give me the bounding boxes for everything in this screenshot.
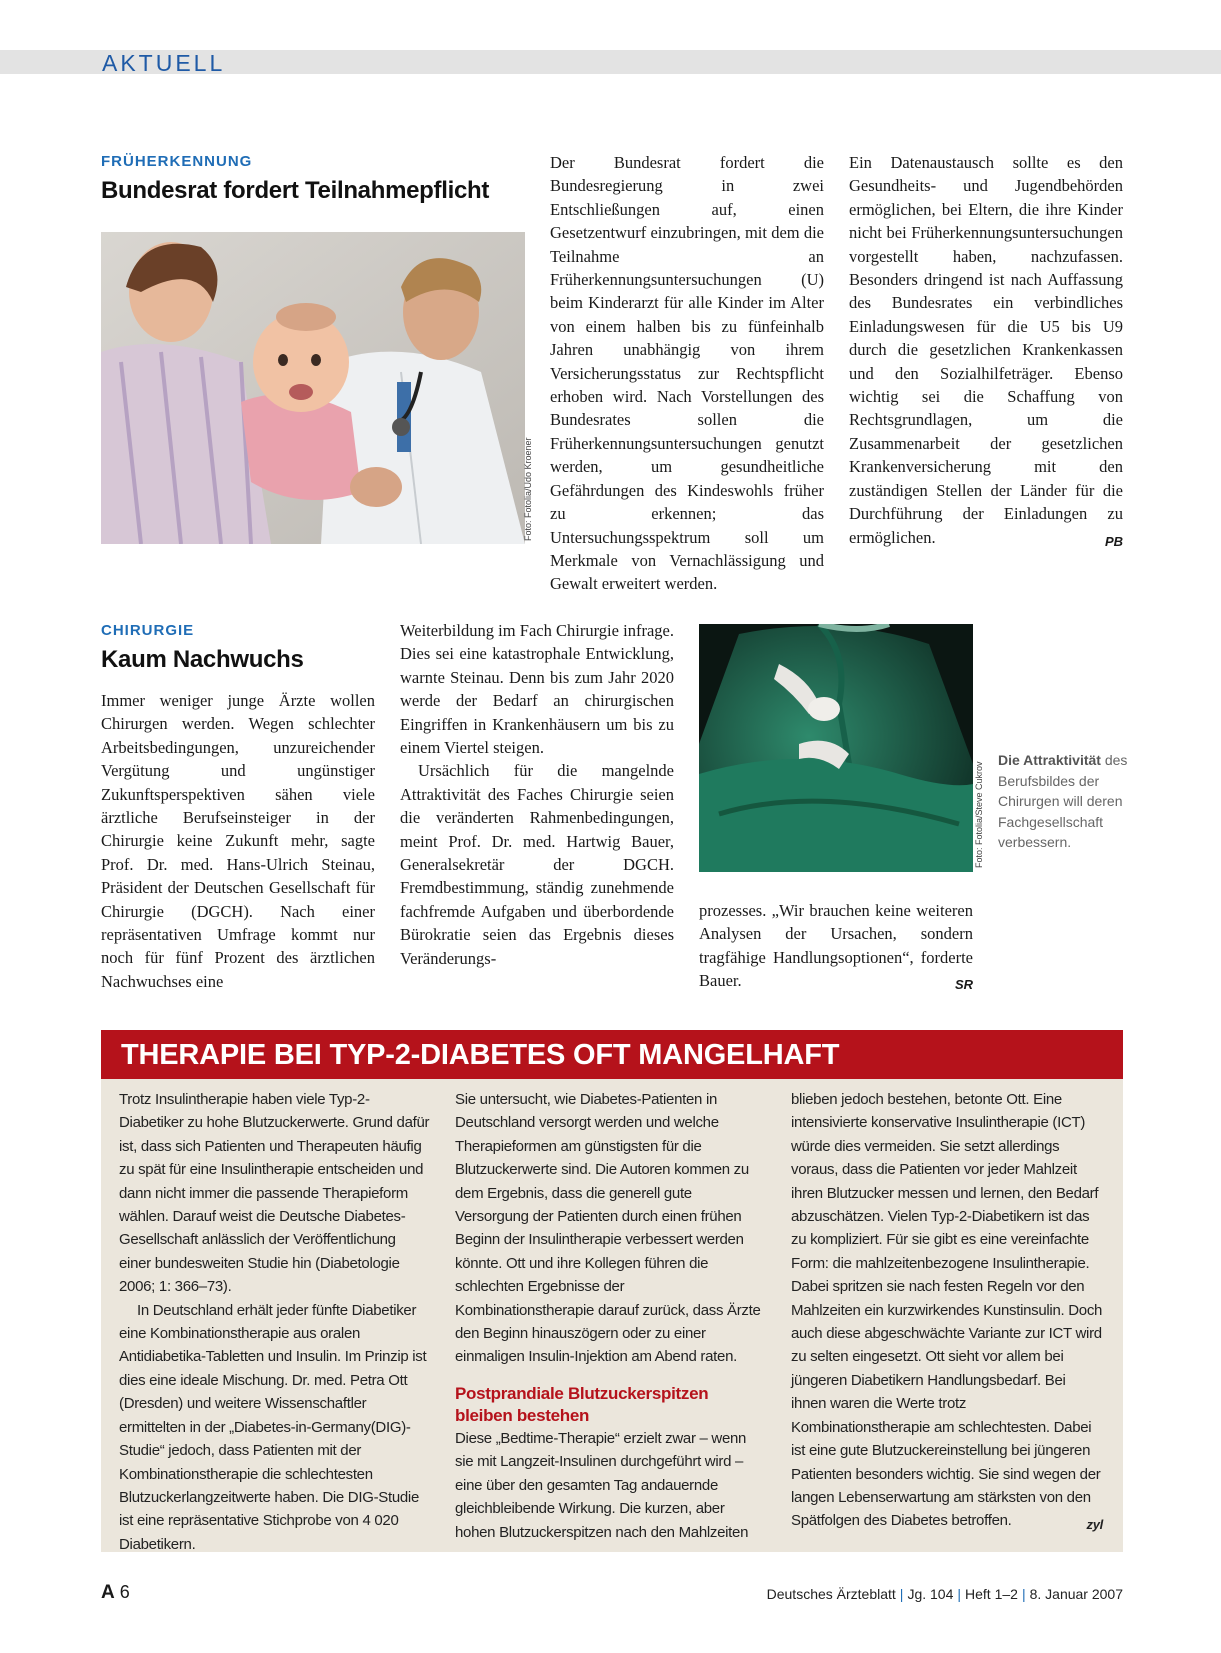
article1-column-1 <box>550 151 824 596</box>
article2-text-3: Ursächlich für die mangelnde Attraktivität des Faches Chirurgie seien die veränderten Rahmenbedingungen, meint Prof. Dr. med. Hartwig Bauer, Generalsekretär der DGCH. Fremdbestimmung, ständig zunehmende fachfremde Aufgaben und überbordende Bürokratie seien das Ergebnis dieses Veränderungs- <box>400 761 674 968</box>
caption-bold: Die Attraktivität <box>998 752 1101 768</box>
article1-signature: PB <box>1104 533 1123 549</box>
journal-name: Deutsches Ärzteblatt <box>766 1586 896 1602</box>
surgeon-photo-caption <box>998 750 1128 853</box>
article1-headline: Bundesrat fordert Teilnahmepflicht <box>101 177 490 204</box>
journal-date: 8. Januar 2007 <box>1029 1586 1123 1602</box>
article2-kicker: CHIRURGIE <box>101 622 195 639</box>
box-text-4: Diese „Bedtime-Therapie“ erzielt zwar – wenn sie mit Langzeit-Insulinen durchgeführt wird – eine über den gesamten Tag andauernde gleichbleibende Wirkung. Die kurzen, aber hohen Blutzuckerspitzen nach den Mahlzeiten <box>455 1429 749 1541</box>
box-text-2: In Deutschland erhält jeder fünfte Diabetiker eine Kombinationstherapie aus oralen Antidiabetika-Tabletten und Insulin. Im Prinzip ist dies eine ideale Mischung. Dr. med. Petra Ott (Dresden) und weitere Wissenschaftler ermittelten in der „Diabetes-in-Germany(DIG)-Studie“ jedoch, dass Patienten mit der Kombinationstherapie die schlechtesten Blutzuckerlangzeitwerte haben. Die DIG-Studie ist eine repräsentative Stichprobe von 4 020 Diabetikern. <box>119 1301 427 1553</box>
footer-journal-info: Deutsches Ärzteblatt | Jg. 104 | Heft 1–2 | 8. Januar 2007 <box>766 1586 1123 1602</box>
box-column-3 <box>791 1088 1103 1537</box>
box-column-1 <box>119 1088 431 1556</box>
journal-volume: Jg. 104 <box>907 1586 954 1602</box>
box-subheading: Postprandiale Blutzuckerspitzen bleiben bestehen <box>455 1383 709 1425</box>
article2-text-4-body: prozesses. „Wir brauchen keine weiteren Analysen der Ursachen, sondern tragfähige Handlungsoptionen“, forderte Bauer. <box>699 901 973 991</box>
caption-text: des Berufsbildes der Chirurgen will deren Fachgesellschaft verbessern. <box>998 752 1128 850</box>
doctor-baby-illustration <box>101 232 525 544</box>
article1-text-1: Der Bundesrat fordert die Bundesregierung in zwei Entschließungen auf, einen Gesetzentwurf einzubringen, mit dem die Teilnahme an Früherkennungsuntersuchungen (U) beim Kinderarzt für alle Kinder im Alter von einem halben bis zu fünfeinhalb Jahren unabhängig von ihrem Versicherungsstatus zur Rechtspflicht erhoben wird. Nach Vorstellungen des Bundesrates sollen die Früherkennungsuntersuchungen genutzt werden, um gesundheitliche Gefährdungen des Kindeswohls früher zu erkennen; das Untersuchungsspektrum soll um Merkmale von Vernachlässigung und Gewalt erweitert werden. <box>550 153 824 594</box>
article2-column-1 <box>101 689 375 993</box>
box-text-1: Trotz Insulintherapie haben viele Typ-2-Diabetiker zu hohe Blutzuckerwerte. Grund dafür ist, dass sich Patienten und Therapeuten häufig zu spät für eine Insulintherapie entscheiden und dann nicht immer die passende Therapieform wählen. Darauf weist die Deutsche Diabetes-Gesellschaft anlässlich der Veröffentlichung einer bundesweiten Studie hin (Diabetologie 2006; 1: 366–73). <box>119 1091 430 1296</box>
article2-column-2 <box>400 619 674 970</box>
article2-text-2: Weiterbildung im Fach Chirurgie infrage. Dies sei eine katastrophale Entwicklung, warnte Steinau. Denn bis zum Jahr 2020 werde der Bedarf an chirurgischen Eingriffen in Krankenhäusern um bis zu einem Viertel steigen. <box>400 621 674 758</box>
article1-photo-credit: Foto: Fotolia/Udo Kroener <box>523 437 533 541</box>
article2-headline: Kaum Nachwuchs <box>101 646 304 673</box>
article2-text-4 <box>699 899 973 993</box>
article1-column-2 <box>849 151 1123 553</box>
journal-issue: Heft 1–2 <box>965 1586 1018 1602</box>
article2-column-3 <box>699 899 973 997</box>
surgeon-photo <box>699 624 973 872</box>
article1-text-2 <box>849 151 1123 549</box>
box-text-3: Sie untersucht, wie Diabetes-Patienten in Deutschland versorgt werden und welche Therapieformen am günstigsten für die Blutzuckerwerte sind. Die Autoren kommen zu dem Ergebnis, dass die generell gute Versorgung der Patienten durch einen frühen Beginn der Insulintherapie verbessert werden könnte. Ott und ihre Kollegen führen die schlechten Ergebnisse der Kombinationstherapie darauf zurück, dass Ärzte den Beginn hinauszögern oder zu einer einmaligen Insulin-Injektion am Abend raten. <box>455 1091 761 1366</box>
doctor-baby-photo <box>101 232 525 544</box>
article1-kicker: FRÜHERKENNUNG <box>101 153 253 170</box>
surgeon-illustration <box>699 624 973 872</box>
page-number <box>101 1582 130 1604</box>
article2-text-1: Immer weniger junge Ärzte wollen Chirurgen werden. Wegen schlechter Arbeitsbedingungen, unzureichender Vergütung und ungünstiger Zukunftsperspektiven sähen viele ärztliche Berufseinsteiger in der Chirurgie keine Zukunft mehr, sagte Prof. Dr. med. Hans-Ulrich Steinau, Präsident der Deutschen Gesellschaft für Chirurgie (DGCH). Nach einer repräsentativen Umfrage kommt nur noch für fünf Prozent des ärztlichen Nachwuchses eine <box>101 691 375 991</box>
section-label: AKTUELL <box>102 50 226 76</box>
box-signature: zyl <box>1086 1517 1103 1533</box>
article2-signature: SR <box>954 977 973 993</box>
box-column-2 <box>455 1088 767 1544</box>
page-num: 6 <box>119 1582 130 1602</box>
article1-text-2-body: Ein Datenaustausch sollte es den Gesundheits- und Jugendbehörden ermöglichen, bei Eltern, die ihre Kinder nicht bei Früherkennungsuntersuchungen vorgestellt haben, nachzufassen. Besonders dringend ist nach Auffassung des Bundesrates ein verbindliches Einladungswesen für die U5 bis U9 durch die gesetzlichen Krankenkassen und den Sozialhilfeträger. Ebenso wichtig sei die Schaffung von Rechtsgrundlagen, um die Zusammenarbeit der gesetzlichen Krankenversicherung mit den zuständigen Stellen der Länder für die Durchführung der Einladungen zu ermöglichen. <box>849 153 1123 547</box>
diabetes-box-title: THERAPIE BEI TYP-2-DIABETES OFT MANGELHAFT <box>121 1039 840 1071</box>
article2-photo-credit: Foto: Fotolia/Steve Cukrov <box>974 761 984 868</box>
box-text-5 <box>791 1088 1103 1533</box>
page-letter: A <box>101 1582 115 1603</box>
box-text-5-body: blieben jedoch bestehen, betonte Ott. Eine intensivierte konservative Insulintherapie (ICT) würde dies vermeiden. Sie setzt allerdings voraus, dass die Patienten vor jeder Mahlzeit ihren Blutzucker messen und lernen, den Bedarf abzuschätzen. Vielen Typ-2-Diabetikern ist das zu kompliziert. Für sie gibt es eine vereinfachte Form: die mahlzeitenbezogene Insulintherapie. Dabei spritzen sie nach festen Regeln vor den Mahlzeiten ein kurzwirkendes Kunstinsulin. Doch auch diese abgeschwächte Variante zur ICT wird zu selten eingesetzt. Ott sieht vor allem bei jüngeren Diabetikern Handlungsbedarf. Bei ihnen waren die Werte trotz Kombinationstherapie am schlechtesten. Dabei ist eine gute Blutzuckereinstellung bei jüngeren Patienten besonders wichtig. Sie sind wegen der langen Lebenserwartung am stärksten von den Spätfolgen des Diabetes betroffen. <box>791 1091 1103 1530</box>
